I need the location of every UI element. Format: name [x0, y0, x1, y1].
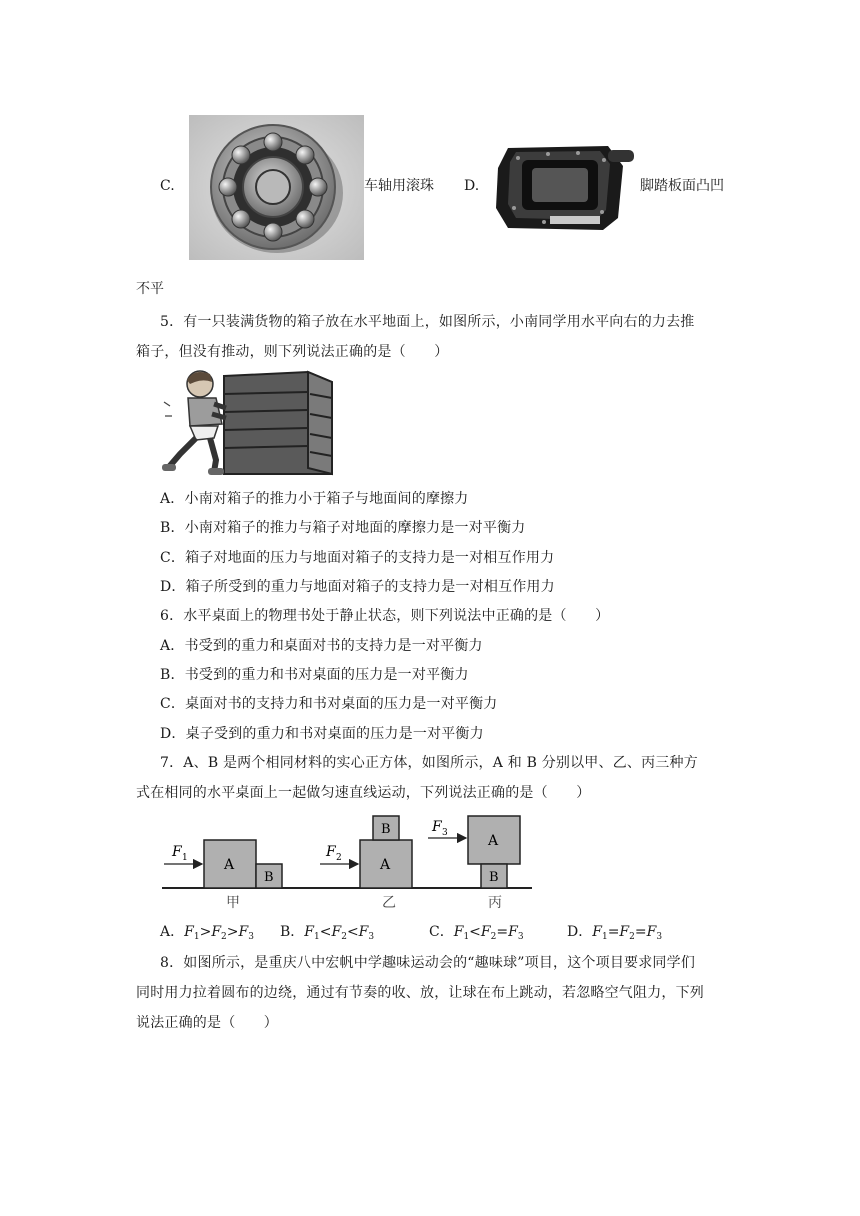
q6-option-c: C．桌面对书的支持力和书对桌面的压力是一对平衡力: [160, 696, 498, 712]
q7-option-b: B．$F_1<F_2<F_3$: [280, 924, 375, 942]
q8-stem-line2: 同时用力拉着圆布的边绕，通过有节奏的收、放，让球在布上跳动，若忽略空气阻力，下列: [136, 985, 704, 1001]
q5-option-c: C．箱子对地面的压力与地面对箱子的支持力是一对相互作用力: [160, 550, 555, 566]
q4-option-c-caption: 车轴用滚珠: [364, 178, 434, 194]
q6-option-d: D．桌子受到的重力和书对桌面的压力是一对平衡力: [160, 726, 484, 742]
q6-stem: 6．水平桌面上的物理书处于静止状态，则下列说法中正确的是（ ）: [160, 608, 610, 624]
fig-label-yi: 乙: [382, 895, 396, 911]
fig-jia-block-a: A: [224, 857, 235, 873]
ball-bearing-image: [189, 115, 364, 260]
fig-f3-label: F: [432, 819, 442, 835]
fig-yi-block-a: A: [380, 857, 391, 873]
q5-option-a: A．小南对箱子的推力小于箱子与地面间的摩擦力: [160, 491, 469, 507]
fig-label-jia: 甲: [226, 895, 240, 911]
fig-bing-block-a: A: [488, 833, 499, 849]
fig-f2-sub: 2: [336, 853, 342, 863]
fig-label-bing: 丙: [488, 895, 502, 911]
blocks-force-diagram: [160, 812, 540, 912]
fig-f1-sub: 1: [182, 853, 188, 863]
q5-stem-line1: 5．有一只装满货物的箱子放在水平地面上，如图所示，小南同学用水平向右的力去推: [160, 314, 695, 330]
q7-option-c: C．$F_1<F_2=F_3$: [429, 924, 524, 942]
q5-option-b: B．小南对箱子的推力与箱子对地面的摩擦力是一对平衡力: [160, 520, 526, 536]
q5-option-d: D．箱子所受到的重力与地面对箱子的支持力是一对相互作用力: [160, 579, 555, 595]
q4-option-d-caption-cont: 不平: [136, 281, 164, 297]
q6-option-a: A．书受到的重力和桌面对书的支持力是一对平衡力: [160, 638, 483, 654]
fig-jia-block-b: B: [264, 870, 274, 885]
q7-option-d: D．$F_1=F_2=F_3$: [567, 924, 663, 942]
q6-option-b: B．书受到的重力和书对桌面的压力是一对平衡力: [160, 667, 469, 683]
q4-option-d-letter: D.: [464, 178, 480, 194]
q7-option-a: A．$F_1>F_2>F_3$: [160, 924, 254, 942]
boy-pushing-box-image: [160, 364, 370, 476]
q4-option-c-letter: C.: [160, 178, 175, 194]
fig-f3-sub: 3: [442, 828, 448, 838]
fig-bing-block-b: B: [489, 870, 499, 885]
q7-stem-line1: 7．A、B 是两个相同材料的实心正方体，如图所示，A 和 B 分别以甲、乙、丙三种方: [160, 755, 698, 771]
q5-stem-line2: 箱子，但没有推动，则下列说法正确的是（ ）: [136, 344, 449, 360]
q8-stem-line3: 说法正确的是（ ）: [136, 1015, 278, 1031]
fig-yi-block-b: B: [381, 822, 391, 837]
q8-stem-line1: 8．如图所示，是重庆八中宏帆中学趣味运动会的“趣味球”项目，这个项目要求同学们: [160, 955, 696, 971]
q7-stem-line2: 式在相同的水平桌面上一起做匀速直线运动，下列说法正确的是（ ）: [136, 785, 591, 801]
fig-f2-label: F: [326, 844, 336, 860]
fig-f1-label: F: [172, 844, 182, 860]
q4-option-d-caption: 脚踏板面凸凹: [640, 178, 724, 194]
bike-pedal-image: [488, 138, 636, 233]
